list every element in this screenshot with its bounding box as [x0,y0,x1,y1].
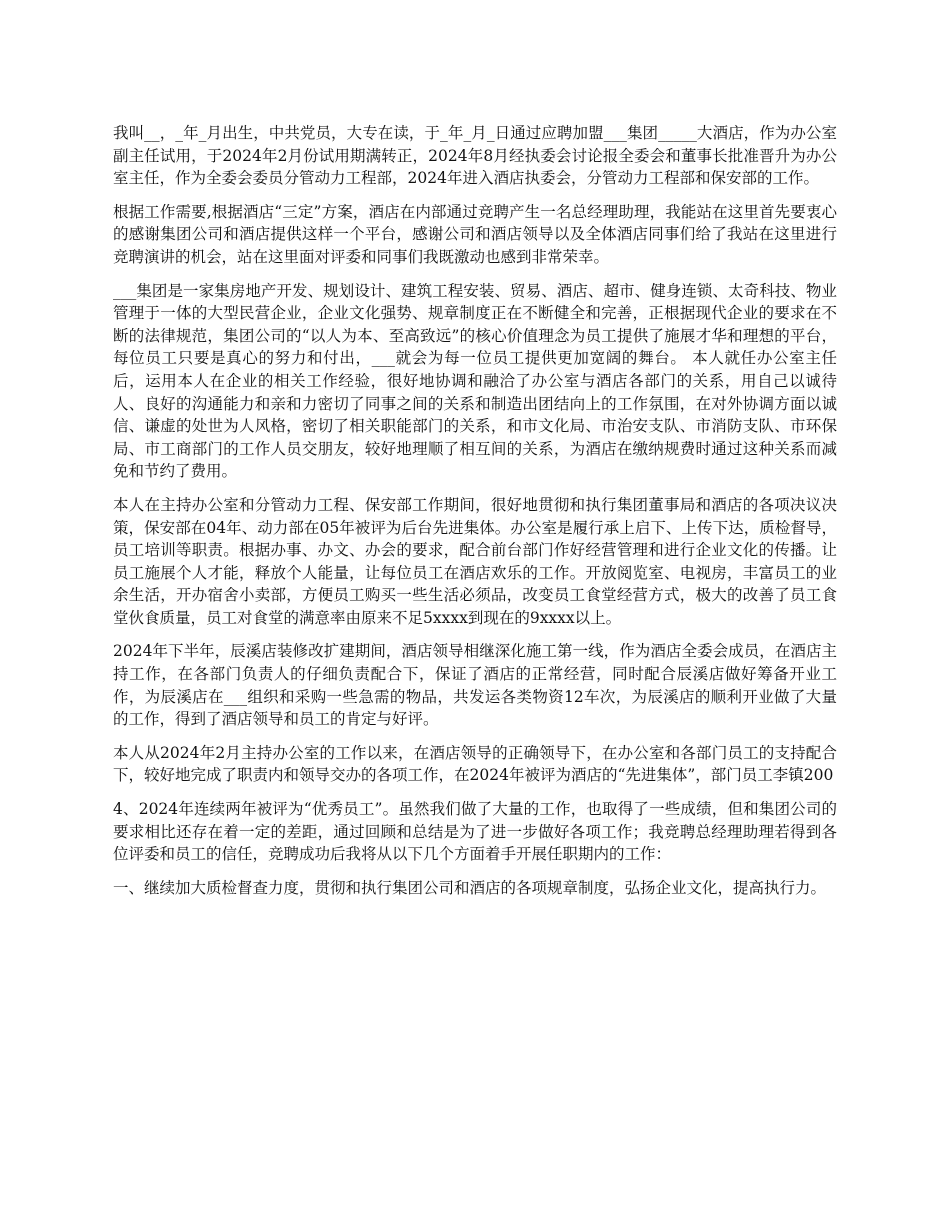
paragraph-honors-and-plan: 4、2024年连续两年被评为“优秀员工”。虽然我们做了大量的工作，也取得了一些成绩，但和集团公司的要求相比还存在着一定的差距，通过回顾和总结是为了进一步做好各项工作；我竞聘总经理助理若得到各位评委和员工的信任，竞聘成功后我将从以下几个方面着手开展任职期内的工作： [113,800,837,864]
paragraph-plan-item-1: 一、继续加大质检督查力度，贯彻和执行集团公司和酒店的各项规章制度，弘扬企业文化，提高执行力。 [113,878,827,897]
paragraph-competition-reason: 根据工作需要,根据酒店“三定”方案，酒店在内部通过竞聘产生一名总经理助理，我能站在这里首先要衷心的感谢集团公司和酒店提供这样一个平台，感谢公司和酒店领导以及全体酒店同事们给了我站在这里进行竞聘演讲的机会，站在这里面对评委和同事们我既激动也感到非常荣幸。 [113,202,837,266]
paragraph-chenxi-store: 2024年下半年，辰溪店装修改扩建期间，酒店领导相继深化施工第一线，作为酒店全委会成员，在酒店主持工作，在各部门负责人的仔细负责配合下，保证了酒店的正常经营，同时配合辰溪店做好筹备开业工作，为辰溪店在___组织和采购一些急需的物品，共发运各类物资12车次，为辰溪店的顺利开业做了大量的工作，得到了酒店领导和员工的肯定与好评。 [113,642,837,729]
paragraph-intro: 我叫__，_年_月出生，中共党员，大专在读，于_年_月_日通过应聘加盟___集团_____大酒店，作为办公室副主任试用，于2024年2月份试用期满转正，2024年8月经执委会讨论报全委会和董事长批准晋升为办公室主任，作为全委会委员分管动力工程部，2024年进入酒店执委会，分管动力工程部和保安部的工作。 [113,124,837,188]
document-body [113,122,837,910]
paragraph-achievements: 本人从2024年2月主持办公室的工作以来，在酒店领导的正确领导下，在办公室和各部门员工的支持配合下，较好地完成了职责内和领导交办的各项工作，在2024年被评为酒店的“先进集体”，部门员工李镇200 [113,743,837,785]
paragraph-office-work: 本人在主持办公室和分管动力工程、保安部工作期间，很好地贯彻和执行集团董事局和酒店的各项决议决策，保安部在04年、动力部在05年被评为后台先进集体。办公室是履行承上启下、上传下达，质检督导，员工培训等职责。根据办事、办文、办会的要求，配合前台部门作好经营管理和进行企业文化的传播。让员工施展个人才能，释放个人能量，让每位员工在酒店欢乐的工作。开放阅览室、电视房，丰富员工的业余生活，开办宿舍小卖部，方便员工购买一些生活必须品，改变员工食堂经营方式，极大的改善了员工食堂伙食质量，员工对食堂的满意率由原来不足5xxxx到现在的9xxxx以上。 [113,495,837,627]
paragraph-group-overview: ___集团是一家集房地产开发、规划设计、建筑工程安装、贸易、酒店、超市、健身连锁、太奇科技、物业管理于一体的大型民营企业，企业文化强势、规章制度正在不断健全和完善，正根据现代企业的要求在不断的法律规范，集团公司的“以人为本、至高致远”的核心价值理念为员工提供了施展才华和理想的平台，每位员工只要是真心的努力和付出，___就会为每一位员工提供更加宽阔的舞台。 本人就任办公室主任后，运用本人在企业的相关工作经验，很好地协调和融洽了办公室与酒店各部门的关系，用自己以诚待人、良好的沟通能力和亲和力密切了同事之间的关系和制造出团结向上的工作氛围，在对外协调方面以诚信、谦虚的处世为人风格，密切了相关职能部门的关系，和市文化局、市治安支队、市消防支队、市环保局、市工商部门的工作人员交朋友，较好地理顺了相互间的关系，为酒店在缴纳规费时通过这种关系而减免和节约了费用。 [113,281,837,481]
